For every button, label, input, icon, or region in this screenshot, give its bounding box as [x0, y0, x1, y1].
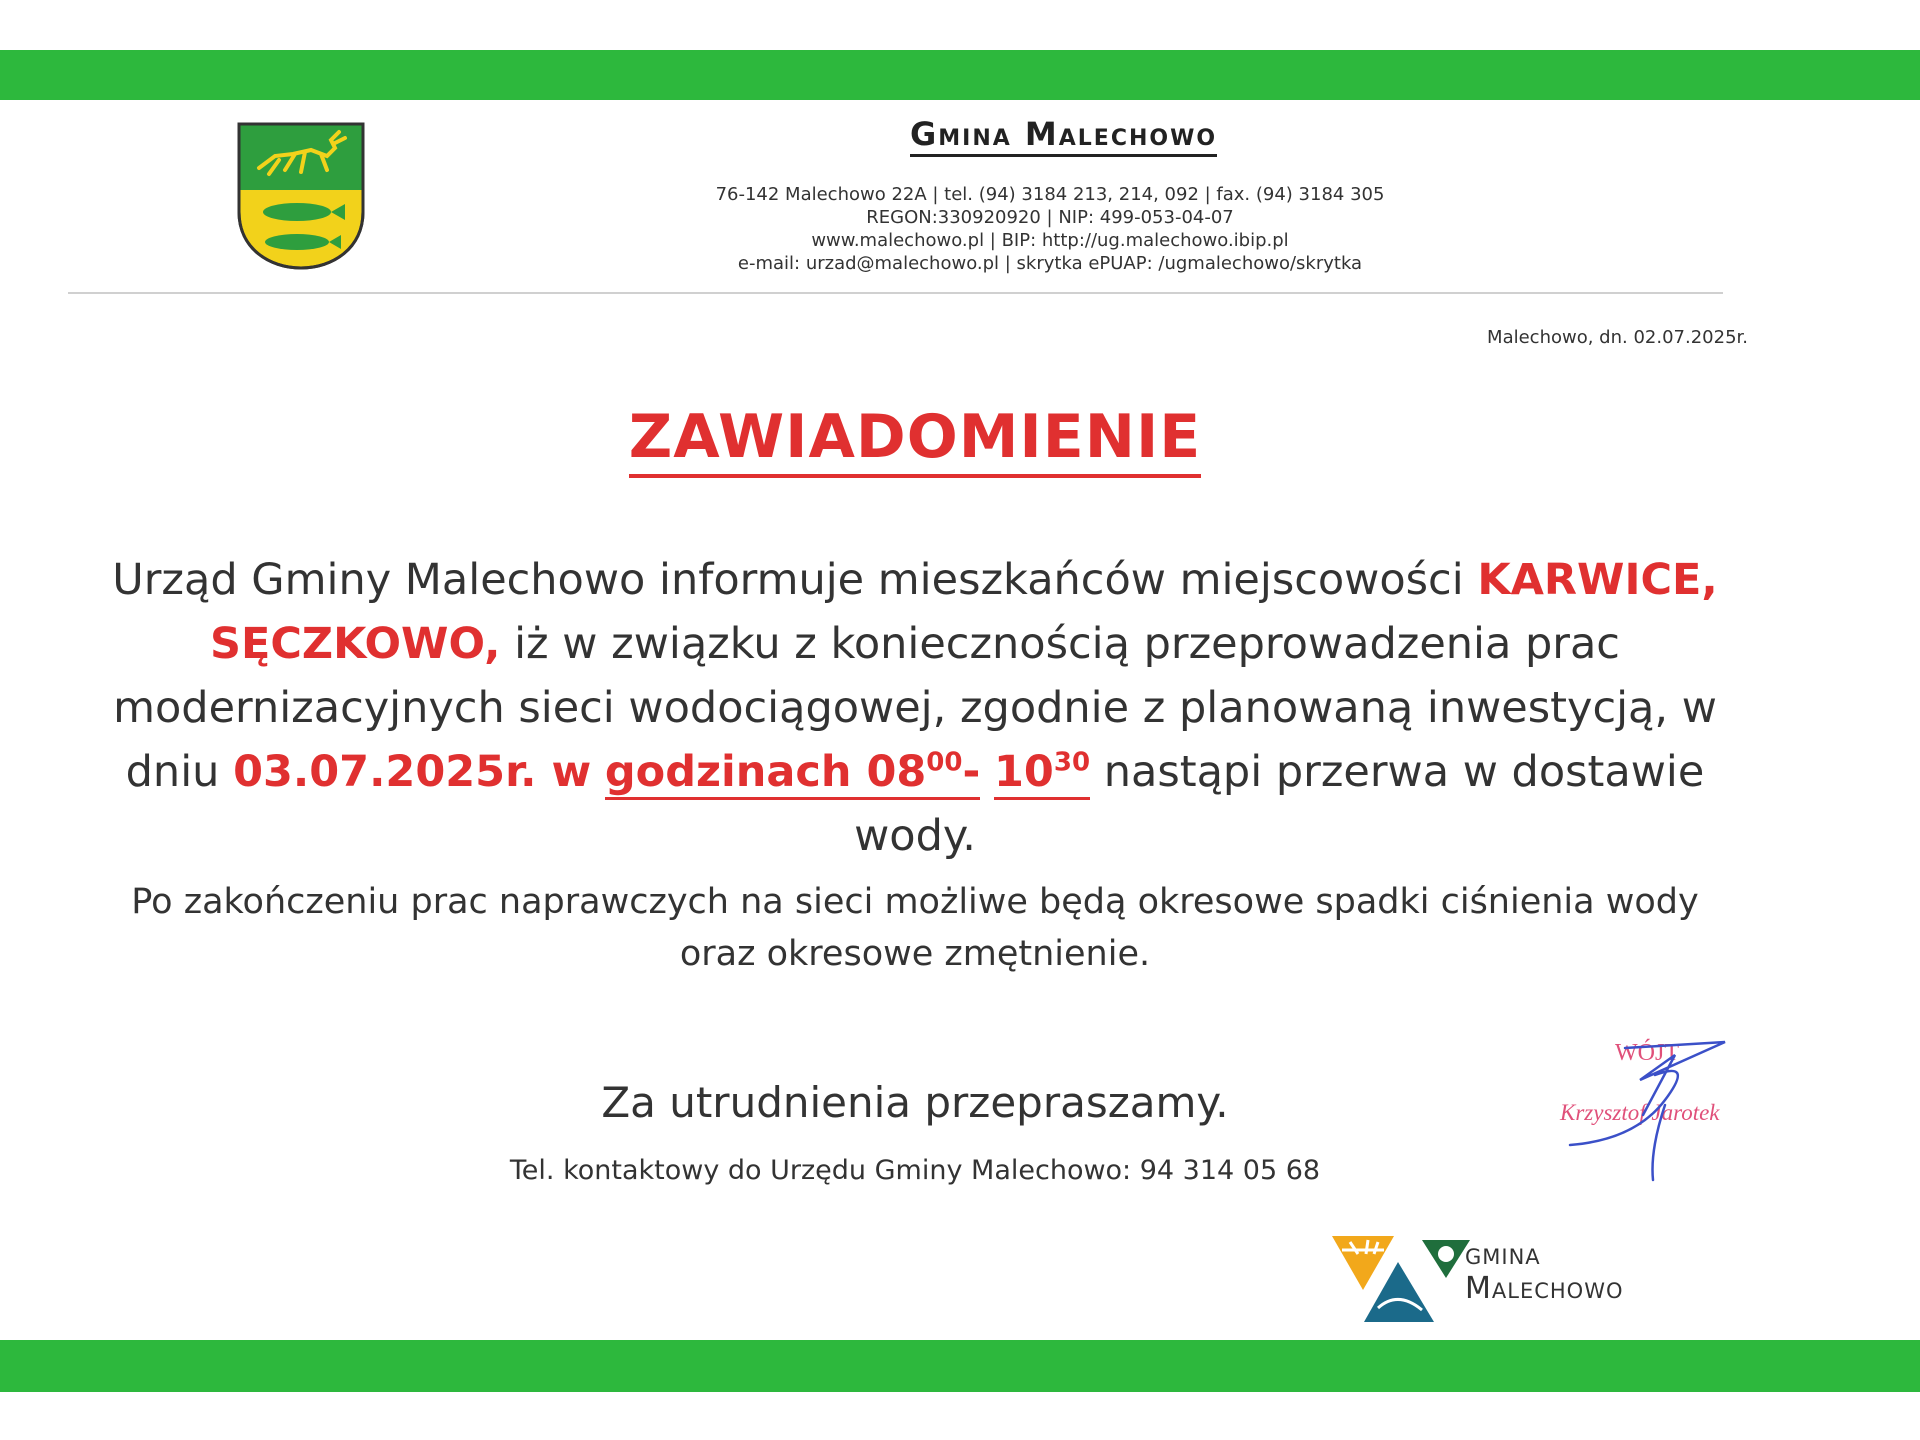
- outage-hours-end: $10^{30}$: [994, 747, 1090, 800]
- document-title: ZAWIADOMIENIE: [0, 402, 1830, 472]
- main-paragraph: Urząd Gminy Malechowo informuje mieszkańców miejscowości KARWICE, SĘCZKOWO, iż w związku z koniecznością przeprowadzenia prac modernizacyjnych sieci wodociągowej, zgodnie z planowaną inwestycją, w dniu 03.07.2025r. w godzinach $08^{00}-$ $10^{30}$ nastąpi przerwa w dostawie wody.: [112, 555, 1718, 861]
- gmina-logo-text: GMINA Malechowo: [1465, 1245, 1624, 1306]
- header-web: www.malechowo.pl | BIP: http://ug.malechowo.ibip.pl: [811, 230, 1289, 251]
- gmina-logo-icon: [1330, 1230, 1470, 1325]
- coat-of-arms-icon: [235, 120, 367, 272]
- header-contact-block: [700, 183, 1400, 275]
- outage-hours: godzinach $08^{00}-$: [605, 747, 980, 800]
- bottom-green-band: [0, 1340, 1920, 1392]
- document-date: Malechowo, dn. 02.07.2025r.: [1487, 327, 1748, 348]
- header-address: 76-142 Malechowo 22A | tel. (94) 3184 213, 214, 092 | fax. (94) 3184 305: [715, 184, 1385, 205]
- header-regon: REGON:330920920 | NIP: 499-053-04-07: [866, 207, 1234, 228]
- contact-phone-line: Tel. kontaktowy do Urzędu Gminy Malechowo: 94 314 05 68: [509, 1155, 1321, 1186]
- header-email: e-mail: urzad@malechowo.pl | skrytka ePUAP: /ugmalechowo/skrytka: [737, 253, 1363, 274]
- svg-text:Krzysztof Jarotek: Krzysztof Jarotek: [1560, 1100, 1720, 1125]
- header-title: Gmina Malechowo: [910, 115, 1217, 153]
- outage-date: 03.07.2025r. w: [233, 747, 592, 797]
- top-green-band: [0, 50, 1920, 100]
- header-divider: [68, 292, 1723, 294]
- signature-stamp: [1555, 1020, 1755, 1190]
- svg-text:WÓJT: WÓJT: [1615, 1040, 1679, 1066]
- secondary-paragraph: Po zakończeniu prac naprawczych na sieci możliwe będą okresowe spadki ciśnienia wody oraz okresowe zmętnienie.: [131, 882, 1699, 974]
- village-names: KARWICE, SĘCZKOWO,: [210, 555, 1718, 669]
- apology-line: Za utrudnienia przepraszamy.: [601, 1078, 1229, 1127]
